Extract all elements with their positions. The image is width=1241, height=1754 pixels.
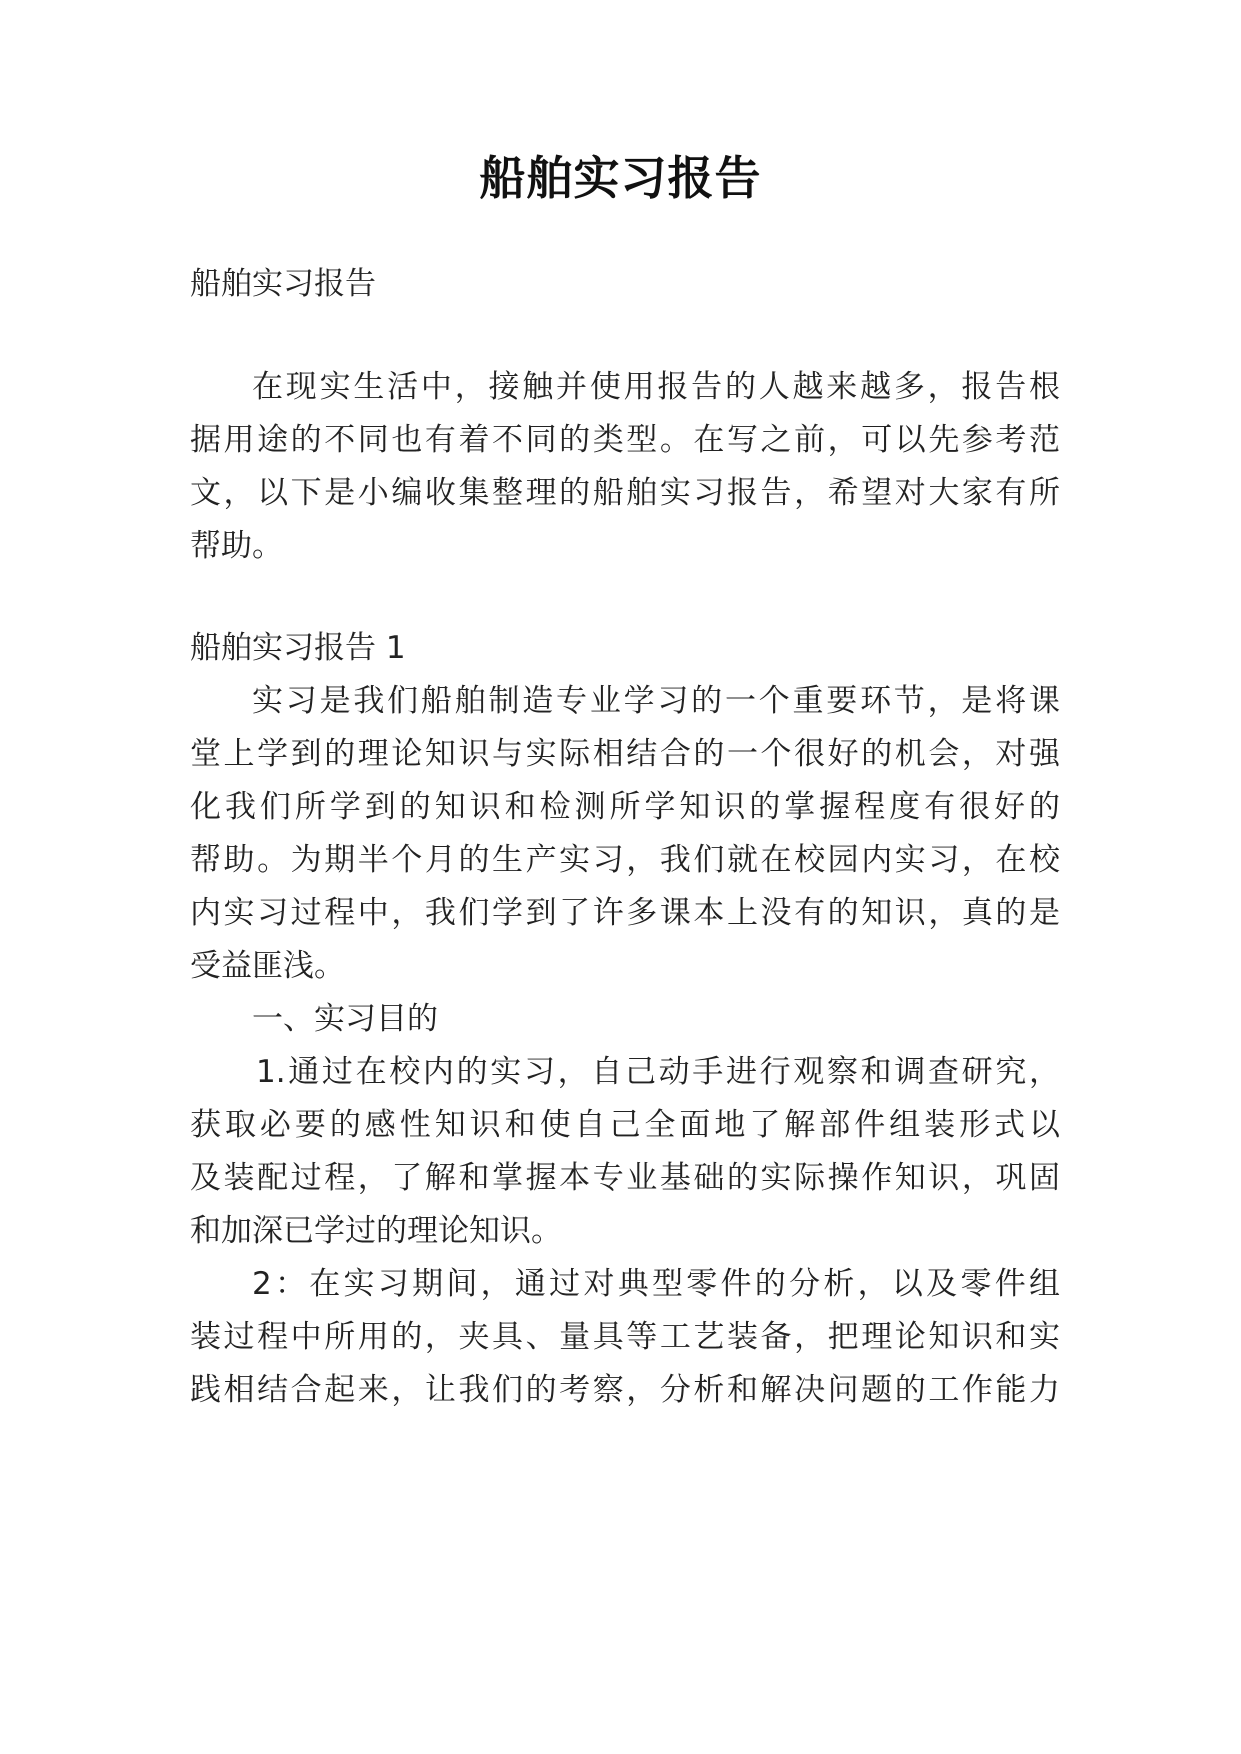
paragraph-line: 帮助。为期半个月的生产实习，我们就在校园内实习，在校	[190, 842, 1060, 878]
item-line: 和加深已学过的理论知识。	[190, 1213, 562, 1249]
item-line: 装过程中所用的，夹具、量具等工艺装备，把理论知识和实	[190, 1319, 1060, 1355]
paragraph-line: 化我们所学到的知识和检测所学知识的掌握程度有很好的	[190, 789, 1060, 825]
document-title: 船舶实习报告	[479, 151, 762, 205]
paragraph-line: 堂上学到的理论知识与实际相结合的一个很好的机会，对强	[190, 736, 1060, 772]
document-subtitle: 船舶实习报告	[190, 266, 376, 302]
paragraph-line: 实习是我们船舶制造专业学习的一个重要环节，是将课	[252, 683, 1060, 719]
intro-line: 帮助。	[190, 528, 283, 564]
item-line: 及装配过程，了解和掌握本专业基础的实际操作知识，巩固	[190, 1160, 1060, 1196]
intro-line: 据用途的不同也有着不同的类型。在写之前，可以先参考范	[190, 422, 1060, 458]
section-heading: 船舶实习报告 1	[190, 630, 406, 666]
intro-line: 在现实生活中，接触并使用报告的人越来越多，报告根	[252, 369, 1060, 405]
goal-heading: 一、实习目的	[252, 1001, 438, 1037]
paragraph-line: 受益匪浅。	[190, 948, 345, 984]
item-line: 获取必要的感性知识和使自己全面地了解部件组装形式以	[190, 1107, 1060, 1143]
intro-line: 文，以下是小编收集整理的船舶实习报告，希望对大家有所	[190, 475, 1060, 511]
item-line: 1.通过在校内的实习，自己动手进行观察和调查研究，	[256, 1054, 1060, 1090]
paragraph-line: 内实习过程中，我们学到了许多课本上没有的知识，真的是	[190, 895, 1060, 931]
item-line: 2：在实习期间，通过对典型零件的分析，以及零件组	[252, 1266, 1060, 1302]
item-line: 践相结合起来，让我们的考察，分析和解决问题的工作能力	[190, 1372, 1060, 1408]
